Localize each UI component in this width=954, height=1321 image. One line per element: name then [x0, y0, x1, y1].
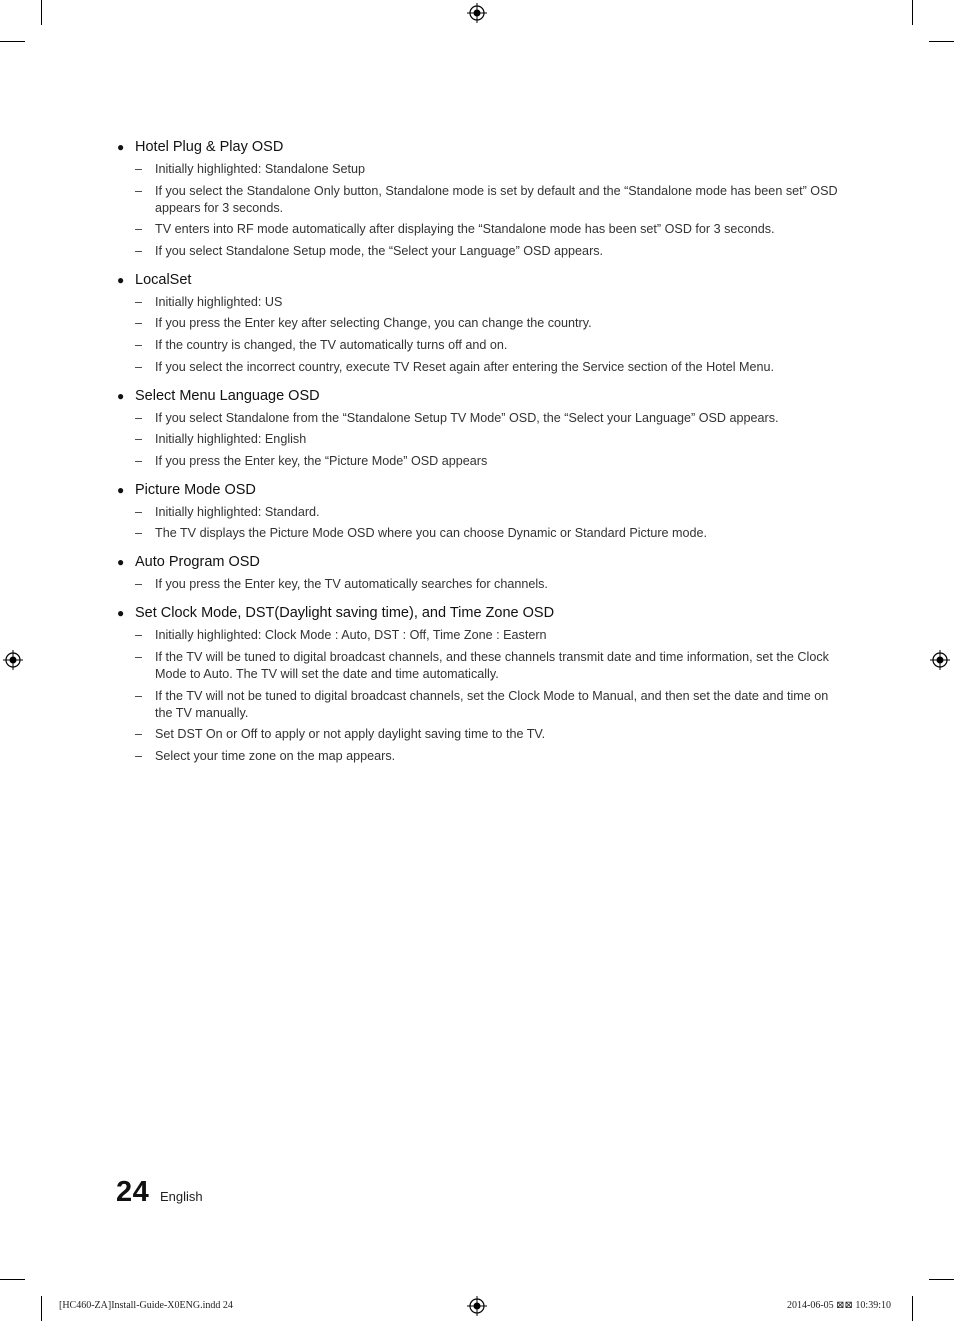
- list-item: – Initially highlighted: Standalone Setup: [117, 161, 842, 178]
- crop-mark: [912, 1296, 913, 1321]
- slug-filename: [HC460-ZA]Install-Guide-X0ENG.indd 24: [59, 1300, 233, 1311]
- list-item: – Initially highlighted: Clock Mode : Auto, DST : Off, Time Zone : Eastern: [117, 627, 842, 644]
- dash-icon: –: [135, 526, 143, 541]
- section-auto-program: [117, 552, 842, 593]
- section-picture-mode: [117, 480, 842, 543]
- dash-icon: –: [135, 748, 143, 763]
- list-item: – If you press the Enter key after selecting Change, you can change the country.: [117, 315, 842, 332]
- section-localset: [117, 270, 842, 376]
- dash-icon: –: [135, 337, 143, 352]
- dash-icon: –: [135, 432, 143, 447]
- dash-icon: –: [135, 688, 143, 703]
- list-item: – If you press the Enter key, the “Picture Mode” OSD appears: [117, 453, 842, 470]
- dash-icon: –: [135, 183, 143, 198]
- bullet-icon: ●: [117, 482, 125, 497]
- list-item: – If you select Standalone from the “Standalone Setup TV Mode” OSD, the “Select your Language” OSD appears.: [117, 410, 842, 427]
- dash-icon: –: [135, 649, 143, 664]
- dash-icon: –: [135, 294, 143, 309]
- dash-icon: –: [135, 316, 143, 331]
- dash-icon: –: [135, 453, 143, 468]
- bullet-icon: ●: [117, 606, 125, 621]
- bullet-icon: ●: [117, 555, 125, 570]
- crop-mark: [929, 41, 954, 42]
- crop-mark: [929, 1279, 954, 1280]
- list-item: – If you press the Enter key, the TV automatically searches for channels.: [117, 576, 842, 593]
- crop-mark: [912, 0, 913, 25]
- list-item: – If you select the Standalone Only button, Standalone mode is set by default and the “Standalone mode has been set” OSD appears for 3 seconds.: [117, 183, 842, 217]
- crop-mark: [41, 1296, 42, 1321]
- dash-icon: –: [135, 162, 143, 176]
- manual-content: [117, 137, 842, 775]
- list-item: – TV enters into RF mode automatically after displaying the “Standalone mode has been set” OSD for 3 seconds.: [117, 221, 842, 238]
- bullet-icon: ●: [117, 388, 125, 403]
- list-item: – If you select Standalone Setup mode, the “Select your Language” OSD appears.: [117, 243, 842, 260]
- section-set-clock-mode: [117, 603, 842, 764]
- slug-date: 2014-06-05 ⊠⊠ 10:39:10: [787, 1300, 891, 1311]
- section-hotel-plug-play: [117, 137, 842, 260]
- registration-mark-icon: [467, 1296, 487, 1316]
- dash-icon: –: [135, 410, 143, 425]
- crop-mark: [0, 1279, 25, 1280]
- list-item: – The TV displays the Picture Mode OSD where you can choose Dynamic or Standard Picture mode.: [117, 525, 842, 542]
- section-select-menu-language: [117, 386, 842, 470]
- bullet-icon: ●: [117, 272, 125, 287]
- section-heading: ● Hotel Plug & Play OSD: [117, 139, 284, 155]
- dash-icon: –: [135, 243, 143, 258]
- list-item: – If the country is changed, the TV automatically turns off and on.: [117, 337, 842, 354]
- section-heading: ● Auto Program OSD: [117, 554, 260, 571]
- list-item: – Initially highlighted: US: [117, 294, 842, 311]
- dash-icon: –: [135, 359, 143, 374]
- dash-icon: –: [135, 577, 143, 592]
- page-number: 24: [116, 1176, 150, 1208]
- list-item: – If you select the incorrect country, execute TV Reset again after entering the Service section of the Hotel Menu.: [117, 359, 842, 376]
- section-heading: ● Picture Mode OSD: [117, 481, 256, 498]
- registration-mark-icon: [467, 3, 487, 23]
- registration-mark-icon: [3, 650, 23, 670]
- page-language: English: [160, 1189, 203, 1204]
- crop-mark: [0, 41, 25, 42]
- list-item: – If the TV will not be tuned to digital broadcast channels, set the Clock Mode to Manual, and then set the date and time on the TV manually.: [117, 688, 842, 722]
- dash-icon: –: [135, 222, 143, 237]
- list-item: – Set DST On or Off to apply or not apply daylight saving time to the TV.: [117, 726, 842, 743]
- section-heading: ● Set Clock Mode, DST(Daylight saving time), and Time Zone OSD: [117, 605, 555, 622]
- dash-icon: –: [135, 504, 143, 519]
- bullet-icon: ●: [117, 140, 125, 154]
- list-item: – Initially highlighted: Standard.: [117, 504, 842, 521]
- list-item: – If the TV will be tuned to digital broadcast channels, and these channels transmit date and time information, set the Clock Mode to Auto. The TV will set the date and time automatically.: [117, 649, 842, 683]
- section-heading: ● Select Menu Language OSD: [117, 387, 320, 404]
- list-item: – Initially highlighted: English: [117, 431, 842, 448]
- registration-mark-icon: [930, 650, 950, 670]
- section-heading: ● LocalSet: [117, 271, 192, 288]
- dash-icon: –: [135, 628, 143, 643]
- dash-icon: –: [135, 727, 143, 742]
- crop-mark: [41, 0, 42, 25]
- list-item: – Select your time zone on the map appears.: [117, 748, 842, 765]
